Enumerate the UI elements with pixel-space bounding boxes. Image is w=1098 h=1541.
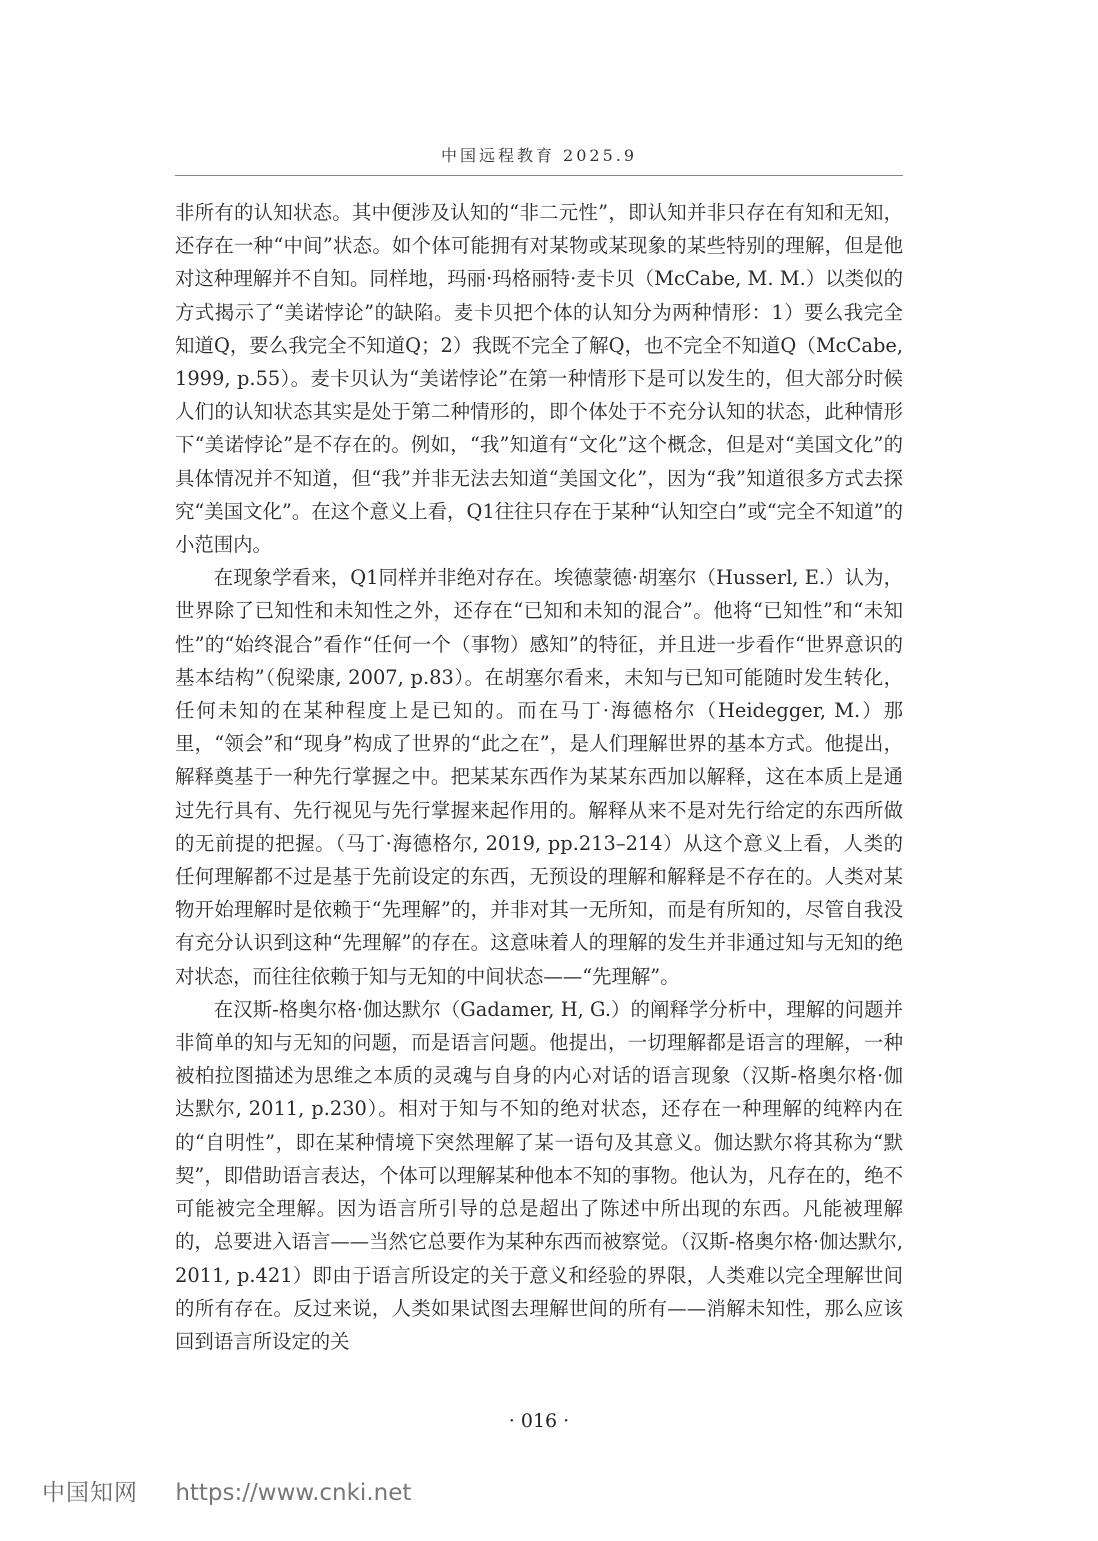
running-head: 中国远程教育 2025.9 <box>440 146 638 165</box>
cnki-watermark <box>42 1474 411 1507</box>
page-number: · 016 · <box>508 1410 570 1432</box>
paragraph-1: 非所有的认知状态。其中便涉及认知的“非二元性”，即认知并非只存在有知和无知，还存在一种“中间”状态。如个体可能拥有对某物或某现象的某些特别的理解，但是他对这种理解并不自知。同样地，玛丽·玛格丽特·麦卡贝（McCabe, M. M.）以类似的方式揭示了“美诺悖论”的缺陷。麦卡贝把个体的认知分为两种情形：1）要么我完全知道Q，要么我完全不知道Q；2）我既不完全了解Q，也不完全不知道Q（McCabe, 1999, p.55）。麦卡贝认为“美诺悖论”在第一种情形下是可以发生的，但大部分时候人们的认知状态其实是处于第二种情形的，即个体处于不充分认知的状态，此种情形下“美诺悖论”是不存在的。例如，“我”知道有“文化”这个概念，但是对“美国文化”的具体情况并不知道，但“我”并非无法去知道“美国文化”，因为“我”知道很多方式去探究“美国文化”。在这个意义上看，Q1往往只存在于某种“认知空白”或“完全不知道”的小范围内。 <box>175 201 903 557</box>
cnki-logo-text: 中国知网 <box>42 1480 138 1506</box>
paragraph-2: 在现象学看来，Q1同样并非绝对存在。埃德蒙德·胡塞尔（Husserl, E.）认为，世界除了已知性和未知性之外，还存在“已知和未知的混合”。他将“已知性”和“未知性”的“始终混合”看作“任何一个（事物）感知”的特征，并且进一步看作“世界意识的基本结构”（倪梁康, 2007, p.83）。在胡塞尔看来，未知与已知可能随时发生转化，任何未知的在某种程度上是已知的。而在马丁·海德格尔（Heidegger, M.）那里，“领会”和“现身”构成了世界的“此之在”，是人们理解世界的基本方式。他提出，解释奠基于一种先行掌握之中。把某某东西作为某某东西加以解释，这在本质上是通过先行具有、先行视见与先行掌握来起作用的。解释从来不是对先行给定的东西所做的无前提的把握。（马丁·海德格尔, 2019, pp.213–214）从这个意义上看，人类的任何理解都不过是基于先前设定的东西，无预设的理解和解释是不存在的。人类对某物开始理解时是依赖于“先理解”的，并非对其一无所知，而是有所知的，尽管自我没有充分认识到这种“先理解”的存在。这意味着人的理解的发生并非通过知与无知的绝对状态，而往往依赖于知与无知的中间状态——“先理解”。 <box>175 566 903 988</box>
header-rule <box>175 175 903 176</box>
cnki-url: https://www.cnki.net <box>175 1480 412 1506</box>
article-body <box>175 196 903 1358</box>
paragraph-3: 在汉斯-格奥尔格·伽达默尔（Gadamer, H, G.）的阐释学分析中，理解的问题并非简单的知与无知的问题，而是语言问题。他提出，一切理解都是语言的理解，一种被柏拉图描述为思维之本质的灵魂与自身的内心对话的语言现象（汉斯-格奥尔格·伽达默尔, 2011, p.230）。相对于知与不知的绝对状态，还存在一种理解的纯粹内在的“自明性”，即在某种情境下突然理解了某一语句及其意义。伽达默尔将其称为“默契”，即借助语言表达，个体可以理解某种他本不知的事物。他认为，凡存在的，绝不可能被完全理解。因为语言所引导的总是超出了陈述中所出现的东西。凡能被理解的，总要进入语言——当然它总要作为某种东西而被察觉。（汉斯-格奥尔格·伽达默尔, 2011, p.421）即由于语言所设定的关于意义和经验的界限，人类难以完全理解世间的所有存在。反过来说，人类如果试图去理解世间的所有——消解未知性，那么应该回到语言所设定的关 <box>175 997 903 1353</box>
